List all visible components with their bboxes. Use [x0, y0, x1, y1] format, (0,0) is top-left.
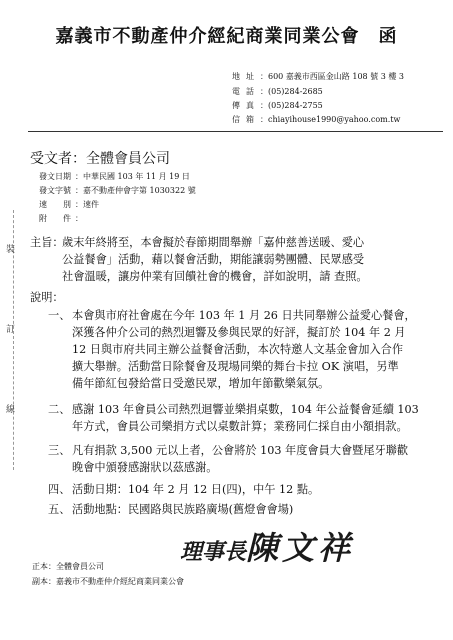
binding-mark: 裝: [6, 245, 16, 255]
footer-value: 嘉義市不動產仲介經紀商業同業公會: [56, 577, 184, 586]
subject-line: 社會溫暖，讓房仲業有回饋社會的機會，詳如說明，請 查照。: [62, 270, 368, 283]
contact-label: 信箱: [232, 115, 260, 124]
item-line: 本會與市府社會處在今年 103 年 1 月 26 日共同舉辦公益愛心餐會，: [72, 309, 416, 322]
meta-label: 發文字號: [39, 186, 71, 195]
subject-line: 歲末年終將至，本會擬於春節期間舉辦「嘉仲慈善送暖、愛心: [62, 236, 365, 249]
meta-value: 中華民國 103 年 11 月 19 日: [83, 172, 190, 181]
footer-copy: [32, 576, 184, 587]
meta-attachment: 附 件 ：: [39, 214, 83, 223]
contact-value: chiayihouse1990@yahoo.com.tw: [268, 115, 401, 124]
contact-label: 傳真: [232, 101, 260, 110]
contact-email: 信箱：chiayihouse1990@yahoo.com.tw: [232, 115, 401, 124]
item-number: 三、: [48, 444, 71, 457]
footer-label: 正本：: [32, 562, 56, 571]
footer-original: [32, 561, 104, 572]
contact-address: 地址：600 嘉義市西區金山路 108 號 3 樓 3: [232, 72, 404, 81]
recipient: 受文者：全體會員公司: [30, 151, 170, 167]
contact-value: (05)284-2685: [268, 87, 323, 96]
item-number: 一、: [48, 309, 71, 322]
item-line: 晚會中頒發感謝狀以茲感謝。: [72, 461, 218, 474]
item-line: 感謝 103 年會員公司熱烈迴響並樂捐桌數，104 年公益餐會延續 103: [72, 403, 419, 416]
item-line: 凡有捐款 3,500 元以上者，公會將於 103 年度會員大會暨尾牙聯歡: [72, 444, 409, 457]
contact-fax: 傳真：(05)284-2755: [232, 101, 323, 110]
meta-value: 速件: [83, 200, 99, 209]
item-number: 四、: [48, 483, 71, 496]
signature-title: 理事長: [180, 539, 247, 565]
document-title: 嘉義市不動產仲介經紀商業同業公會 函: [55, 26, 398, 47]
binding-mark: 訂: [6, 325, 16, 335]
header-divider: [28, 131, 443, 132]
contact-label: 地址: [232, 72, 260, 81]
contact-label: 電話: [232, 87, 260, 96]
contact-value: 600 嘉義市西區金山路 108 號 3 樓 3: [268, 72, 404, 81]
signature-name: 陳文祥: [246, 529, 355, 567]
footer-value: 全體會員公司: [56, 562, 104, 571]
item-line: 備年節紅包發給當日受邀民眾，增加年節歡樂氣氛。: [72, 377, 330, 390]
contact-phone: 電話：(05)284-2685: [232, 87, 323, 96]
footer-label: 副本：: [32, 577, 56, 586]
binding-mark: 線: [6, 405, 16, 415]
meta-value: 嘉不動產仲會字第 1030322 號: [83, 186, 196, 195]
item-line: 年方式，會員公司樂捐方式以桌數計算；業務同仁採自由小額捐款。: [72, 420, 408, 433]
item-line: 活動日期：104 年 2 月 12 日(四)，中午 12 點。: [72, 483, 320, 496]
meta-date: 發文日期 ：中華民國 103 年 11 月 19 日: [39, 172, 190, 181]
item-number: 二、: [48, 403, 71, 416]
meta-label: 速 別: [39, 200, 71, 209]
explain-label: 說明：: [30, 291, 64, 304]
item-line: 活動地點：民國路與民族路廣場(舊燈會會場): [72, 503, 294, 516]
subject-label: 主旨：: [30, 236, 64, 249]
signature: [180, 523, 354, 569]
meta-label: 附 件: [39, 214, 71, 223]
meta-label: 發文日期: [39, 172, 71, 181]
item-line: 12 日與市府共同主辦公益餐會活動，本次特邀人文基金會加入合作: [72, 343, 404, 356]
item-line: 深獲各仲介公司的熱烈迴響及參與民眾的好評，擬訂於 104 年 2 月: [72, 326, 406, 339]
item-line: 擴大舉辦。活動當日除餐會及現場同樂的舞台卡拉 OK 演唱，另準: [72, 360, 399, 373]
item-number: 五、: [48, 503, 71, 516]
meta-ref: 發文字號 ：嘉不動產仲會字第 1030322 號: [39, 186, 196, 195]
contact-value: (05)284-2755: [268, 101, 323, 110]
meta-speed: 速 別 ：速件: [39, 200, 99, 209]
subject-line: 公益餐會」活動，藉以餐會活動，期能讓弱勢團體、民眾感受: [62, 253, 365, 266]
